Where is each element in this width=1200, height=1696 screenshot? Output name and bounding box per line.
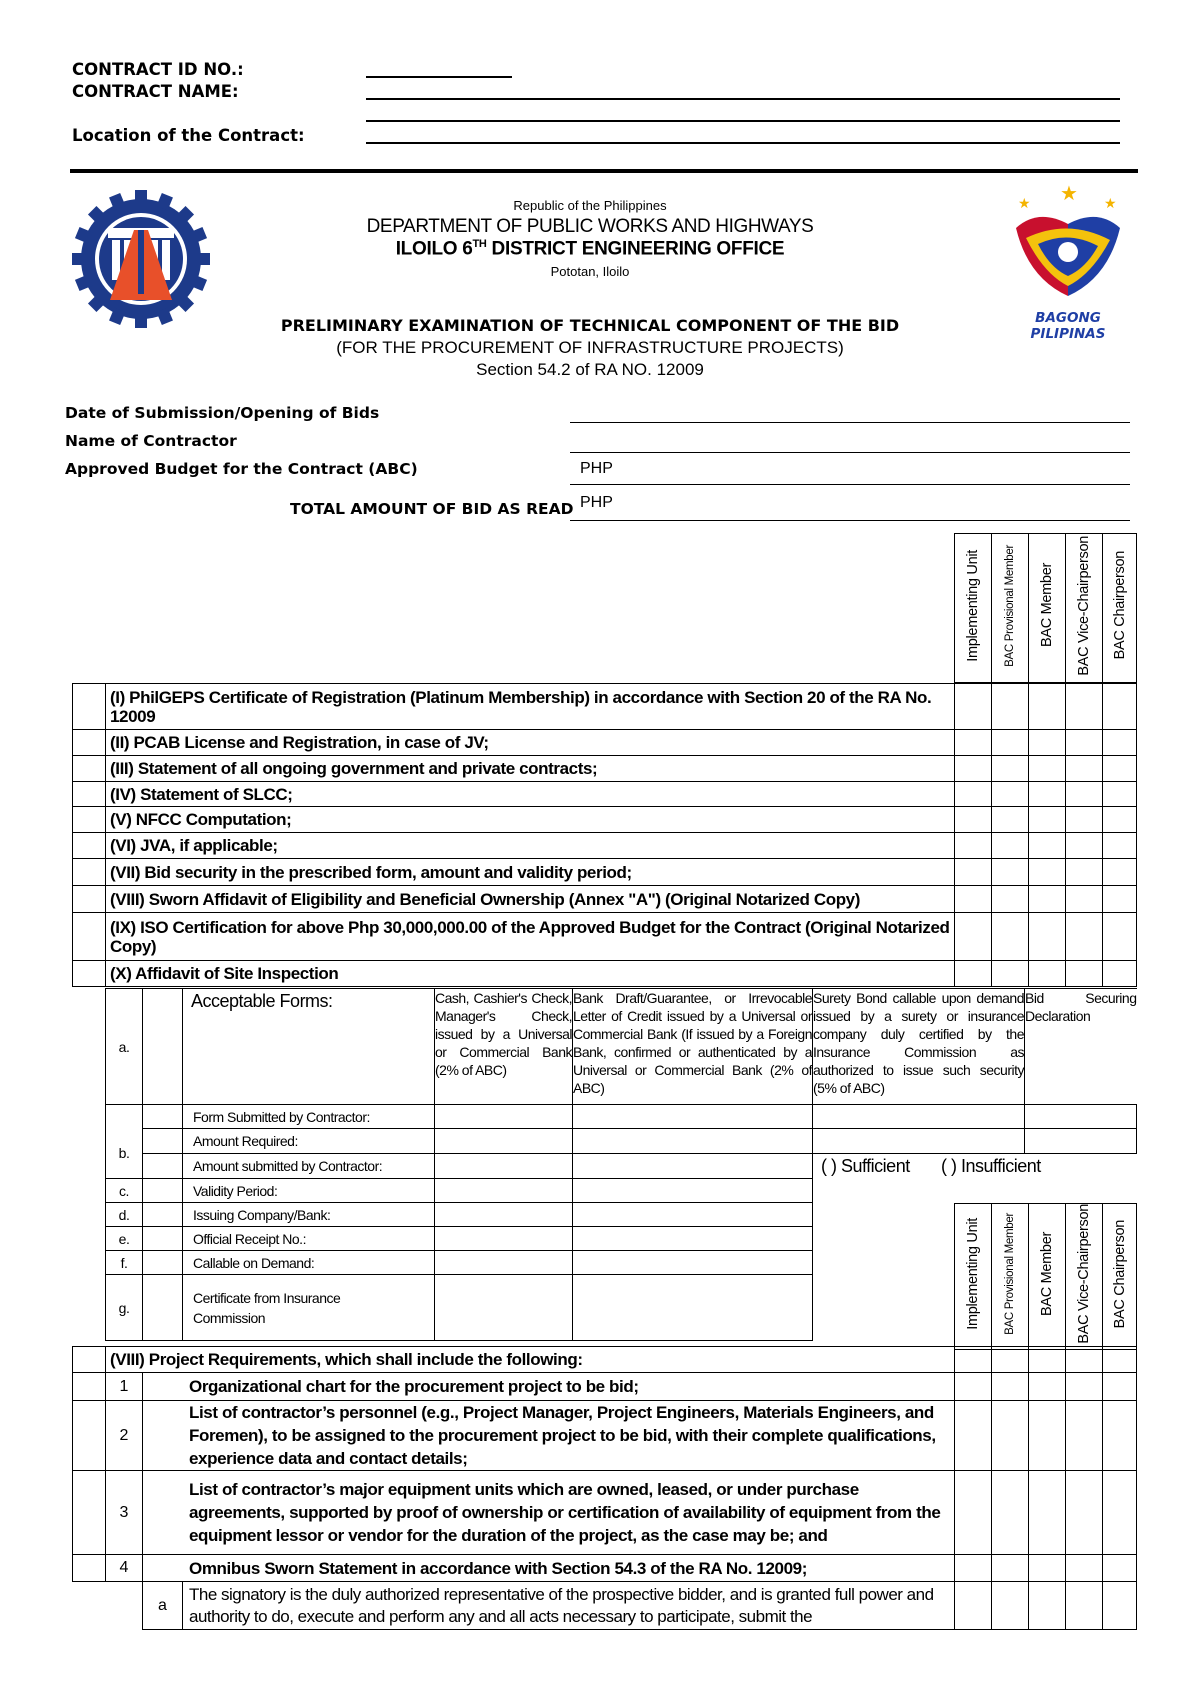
checkbox-cell[interactable] [73,756,106,782]
table-row [73,807,1137,833]
bagong-pilipinas-text: BAGONG PILIPINAS [1030,310,1106,342]
checkbox-cell[interactable] [73,1373,106,1401]
checkbox-cell[interactable] [73,886,106,913]
checkbox-cell[interactable] [73,1347,106,1373]
date-field[interactable] [570,422,1130,423]
eval-header-member: BAC Member [1029,1204,1066,1350]
sufficient-option[interactable]: ( ) Sufficient [821,1156,910,1176]
project-requirements-table [72,1346,1137,1630]
table-row [73,1373,1137,1401]
total-currency: PHP [580,494,613,511]
table-row [73,833,1137,859]
form-option-cash: Cash, Cashier's Check, Manager's Check, issued by a Universal or Commercial Bank (2% of ABC) [435,989,573,1105]
row-letter: f. [106,1251,143,1275]
item-number: 4 [106,1555,143,1582]
contract-id-field[interactable] [366,76,512,78]
checkbox-cell[interactable] [73,961,106,987]
location-field[interactable] [366,142,1120,144]
svg-text:★: ★ [1104,196,1117,212]
bagong-pilipinas-logo [998,178,1138,342]
date-label: Date of Submission/Opening of Bids [65,404,380,422]
requirement-text: (V) NFCC Computation; [106,807,955,833]
office-superscript: TH [472,238,487,250]
row-label: Callable on Demand: [183,1251,435,1275]
item-number: 2 [106,1401,143,1471]
row-label: Form Submitted by Contractor: [183,1105,435,1129]
table-row [73,1555,1137,1582]
total-bid-label: TOTAL AMOUNT OF BID AS READ [290,500,574,518]
row-letter: c. [106,1179,143,1203]
checkbox-cell[interactable] [73,1555,106,1582]
contract-name-label: CONTRACT NAME: [72,82,239,101]
item-text: List of contractor’s personnel (e.g., Project Manager, Project Engineers, Materials Engineers, and Foremen), to be assigned to the procurement project to be bid, with their complete qualifications, experience data and contact details; [143,1401,955,1471]
abc-label: Approved Budget for the Contract (ABC) [65,460,418,478]
table-row [73,756,1137,782]
abc-currency: PHP [580,460,613,477]
row-label: Issuing Company/Bank: [183,1203,435,1227]
table-row [73,1582,1137,1630]
eval-header-chair: BAC Chairperson [1103,1204,1137,1350]
eval-header-vice: BAC Vice-Chairperson [1066,534,1103,683]
contractor-label: Name of Contractor [65,432,237,450]
checkbox-cell[interactable] [73,730,106,756]
requirement-text: (VIII) Sworn Affidavit of Eligibility and Beneficial Ownership (Annex "A") (Original Notarized Copy) [106,886,955,913]
form-option-bank: Bank Draft/Guarantee, or Irrevocable Letter of Credit issued by a Universal or Commercial Bank (If issued by a Foreign Bank, confirmed or authenticated by a Universal or Commercial Bank (2% of ABC) [573,989,813,1105]
office-prefix: ILOILO 6 [395,238,473,260]
eval-header-chair: BAC Chairperson [1103,534,1137,683]
eval-header-member: BAC Member [1029,534,1066,683]
project-requirements-title: (VIII) Project Requirements, which shall include the following: [106,1347,955,1373]
requirement-text: (VI) JVA, if applicable; [106,833,955,859]
evaluator-header-bottom [954,1203,1137,1350]
total-bid-field[interactable] [570,520,1130,521]
table-row [73,782,1137,807]
requirement-text: (I) PhilGEPS Certificate of Registration (Platinum Membership) in accordance with Section 20 of the RA No. 12009 [106,684,955,730]
requirement-text: (X) Affidavit of Site Inspection [106,961,955,987]
table-row [73,684,1137,730]
svg-text:★: ★ [1060,181,1078,205]
table-row [73,913,1137,961]
requirement-text: (VII) Bid security in the prescribed form, amount and validity period; [106,859,955,886]
dpwh-logo [72,190,210,328]
requirement-text: (II) PCAB License and Registration, in case of JV; [106,730,955,756]
checkbox-cell[interactable] [73,807,106,833]
item-number: 1 [106,1373,143,1401]
checkbox-cell[interactable] [73,1401,106,1471]
eval-header-implementing: Implementing Unit [955,1204,992,1350]
contractor-field[interactable] [570,452,1130,453]
form-option-declaration: Bid Securing Declaration [1025,989,1137,1105]
row-letter: a. [106,989,143,1105]
checkbox-cell[interactable] [73,1471,106,1555]
acceptable-forms-label: Acceptable Forms: [183,989,435,1105]
item-text: Omnibus Sworn Statement in accordance with Section 54.3 of the RA No. 12009; [143,1555,955,1582]
contract-name-field-2[interactable] [366,120,1120,122]
requirement-text: (IX) ISO Certification for above Php 30,000,000.00 of the Approved Budget for the Contract (Original Notarized Copy) [106,913,955,961]
table-row [106,1105,1137,1129]
header-divider [70,169,1138,173]
item-text: Organizational chart for the procurement project to be bid; [143,1373,955,1401]
row-label: Amount submitted by Contractor: [183,1154,435,1179]
evaluator-header-top [954,533,1137,683]
item-number: 3 [106,1471,143,1555]
checkbox-cell[interactable] [73,859,106,886]
eval-header-provisional: BAC Provisional Member [992,1204,1029,1350]
checkbox-cell[interactable] [73,833,106,859]
table-row [73,1471,1137,1555]
requirement-text: (III) Statement of all ongoing government and private contracts; [106,756,955,782]
row-label: Amount Required: [183,1129,435,1154]
department-name: DEPARTMENT OF PUBLIC WORKS AND HIGHWAYS [366,216,814,237]
contract-name-field[interactable] [366,98,1120,100]
sub-item-letter: a [143,1582,183,1630]
eval-header-implementing: Implementing Unit [955,534,992,683]
table-row [73,961,1137,987]
requirement-text: (IV) Statement of SLCC; [106,782,955,807]
row-label: Validity Period: [183,1179,435,1203]
row-letter: d. [106,1203,143,1227]
checkbox-cell[interactable] [73,913,106,961]
table-row [73,886,1137,913]
table-row [73,1347,1137,1373]
svg-text:★: ★ [1018,196,1031,212]
eval-header-vice: BAC Vice-Chairperson [1066,1204,1103,1350]
abc-field[interactable] [570,484,1130,485]
office-suffix: DISTRICT ENGINEERING OFFICE [486,238,785,260]
location-label: Location of the Contract: [72,126,305,145]
table-row [106,989,1137,1105]
checkbox-cell[interactable] [73,782,106,807]
table-row [106,1129,1137,1154]
eligibility-requirements-table [72,683,1137,987]
form-subtitle: (FOR THE PROCUREMENT OF INFRASTRUCTURE PROJECTS) [336,338,844,357]
checkbox-cell[interactable] [73,684,106,730]
sub-item-text: The signatory is the duly authorized representative of the prospective bidder, and is granted full power and authority to do, execute and perform any and all acts necessary to participate, submit the [183,1582,955,1630]
item-text: List of contractor’s major equipment units which are owned, leased, or under purchase agreements, supported by proof of ownership or certification of availability of equipment from the equipment lessor or vendor for the duration of the project, as the case may be; and [143,1471,955,1555]
form-title: PRELIMINARY EXAMINATION OF TECHNICAL COMPONENT OF THE BID [280,316,900,335]
row-label: Official Receipt No.: [183,1227,435,1251]
district-office-name [300,238,880,260]
form-section: Section 54.2 of RA NO. 12009 [476,360,704,379]
row-letter: b. [106,1129,143,1179]
table-row [106,1154,1137,1179]
table-row [73,730,1137,756]
contract-id-label: CONTRACT ID NO.: [72,60,244,79]
table-row [73,859,1137,886]
row-label: Certificate from Insurance Commission [183,1275,435,1341]
insufficient-option[interactable]: ( ) Insufficient [941,1156,1041,1176]
table-row [73,1401,1137,1471]
republic-text: Republic of the Philippines [513,198,667,213]
eval-header-provisional: BAC Provisional Member [992,534,1029,683]
form-option-surety: Surety Bond callable upon demand issued by a surety or insurance company duly certified by the Insurance Commission as authorized to issue such security (5% of ABC) [813,989,1025,1105]
office-location: Pototan, Iloilo [550,264,630,279]
row-letter: e. [106,1227,143,1251]
row-letter: g. [106,1275,143,1341]
